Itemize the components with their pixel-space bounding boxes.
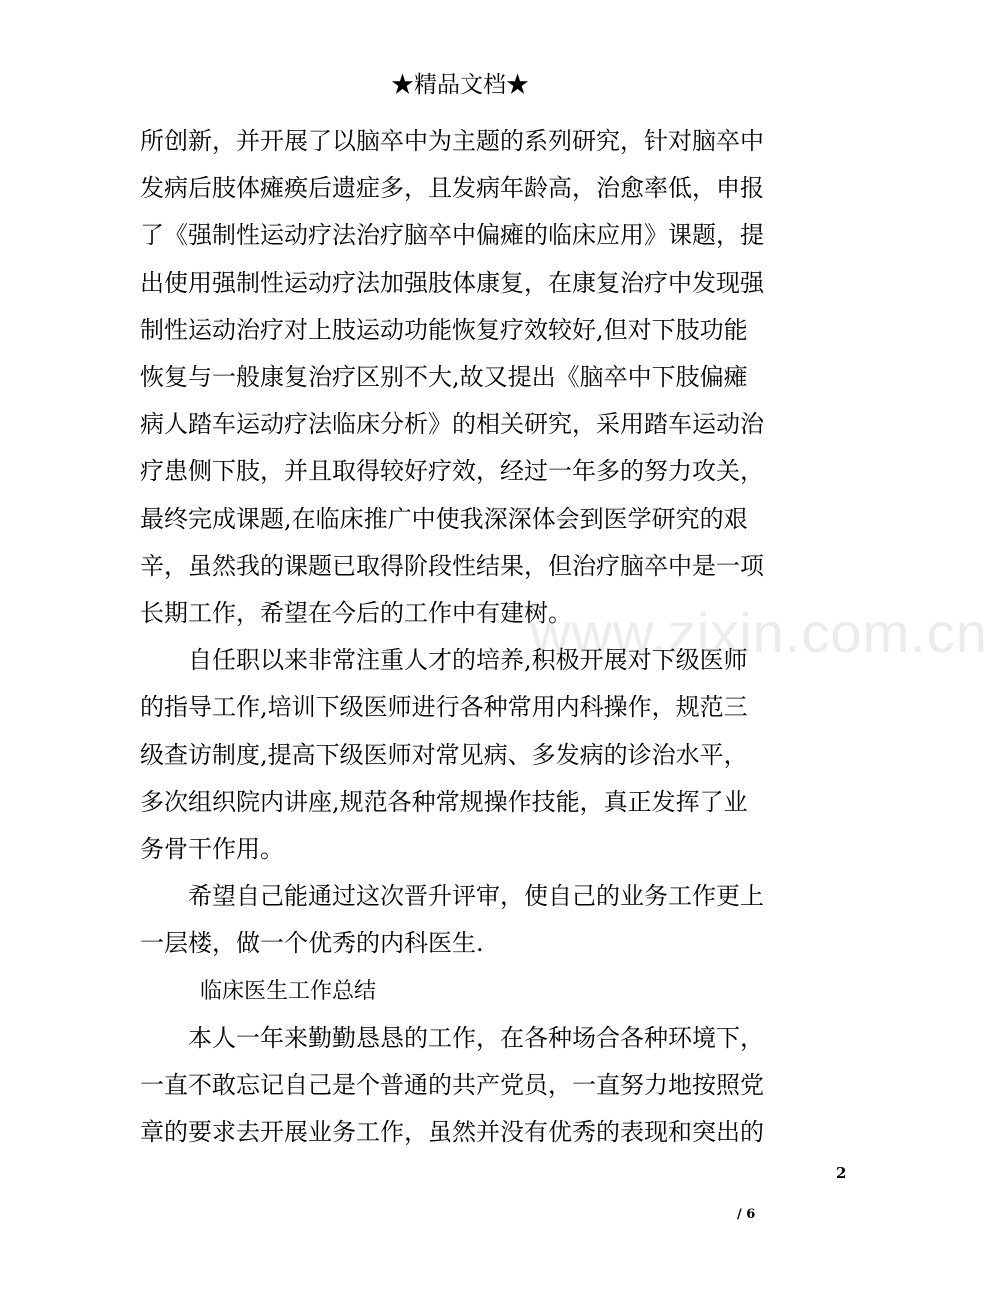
text-line: 级查访制度,提高下级医师对常见病、多发病的诊治水平， — [140, 740, 748, 769]
text-line: 最终完成课题,在临床推广中使我深深体会到医学研究的艰 — [140, 504, 748, 533]
paragraph-4 — [140, 1015, 785, 1157]
text-line: 出使用强制性运动疗法加强肢体康复，在康复治疗中发现强 — [140, 268, 764, 297]
section-heading: 临床医生工作总结 — [200, 978, 377, 1004]
document-body — [140, 118, 785, 1156]
page-header: ★精品文档★ — [391, 72, 529, 98]
page-number: 2 — [836, 1164, 847, 1182]
page-total: / 6 — [737, 1207, 756, 1222]
text-line: 本人一年来勤勤恳恳的工作，在各种场合各种环境下， — [188, 1023, 764, 1052]
text-line: 章的要求去开展业务工作，虽然并没有优秀的表现和突出的 — [140, 1118, 764, 1147]
text-line: 辛，虽然我的课题已取得阶段性结果，但治疗脑卒中是一项 — [140, 551, 764, 580]
text-line: 病人踏车运动疗法临床分析》的相关研究，采用踏车运动治 — [140, 410, 764, 439]
text-line: 发病后肢体瘫痪后遗症多，且发病年龄高，治愈率低，申报 — [140, 174, 764, 203]
text-line: 务骨干作用。 — [140, 835, 284, 864]
text-line: 希望自己能通过这次晋升评审，使自己的业务工作更上 — [188, 882, 764, 911]
text-line: 制性运动治疗对上肢运动功能恢复疗效较好,但对下肢功能 — [140, 315, 748, 344]
text-line: 恢复与一般康复治疗区别不大,故又提出《脑卒中下肢偏瘫 — [140, 363, 748, 392]
text-line: 自任职以来非常注重人才的培养,积极开展对下级医师 — [188, 646, 748, 675]
text-line: 一直不敢忘记自己是个普通的共产党员，一直努力地按照党 — [140, 1071, 764, 1100]
watermark: www.zixin.com.cn — [530, 601, 988, 664]
paragraph-2 — [140, 637, 785, 873]
text-line: 长期工作，希望在今后的工作中有建树。 — [140, 599, 572, 628]
text-line: 的指导工作,培训下级医师进行各种常用内科操作，规范三 — [140, 693, 748, 722]
text-line: 一层楼，做一个优秀的内科医生. — [140, 929, 484, 958]
text-line: 多次组织院内讲座,规范各种常规操作技能，真正发挥了业 — [140, 787, 748, 816]
text-line: 疗患侧下肢，并且取得较好疗效，经过一年多的努力攻关， — [140, 457, 764, 486]
text-line: 所创新，并开展了以脑卒中为主题的系列研究，针对脑卒中 — [140, 127, 764, 155]
paragraph-3 — [140, 873, 785, 967]
text-line: 了《强制性运动疗法治疗脑卒中偏瘫的临床应用》课题，提 — [140, 221, 764, 250]
paragraph-1 — [140, 118, 785, 637]
